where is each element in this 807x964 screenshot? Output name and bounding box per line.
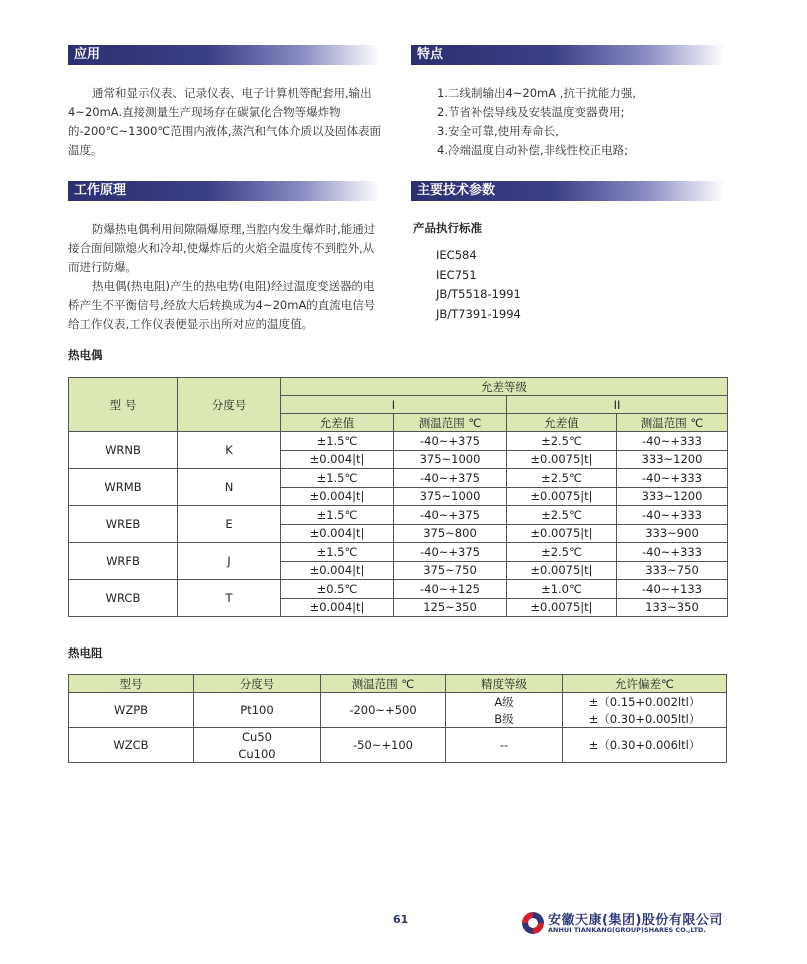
table-row [69,432,728,451]
section-title-text: 特点 [417,47,444,62]
cell-range: -40~+375 [394,543,507,562]
feature-item: 4.冷端温度自动补偿,非线性校正电路; [437,143,629,157]
cell-model: WRFB [69,543,178,580]
cell-range: 133~350 [617,598,728,617]
cell-range: -40~+333 [617,432,728,451]
cell-range: -40~+333 [617,506,728,525]
cell-tolerance: ±0.0075|t| [507,598,617,617]
cell-graduation: Cu50 [194,728,321,746]
cell-range: -200~+500 [321,693,446,728]
section-title-text: 应用 [74,47,101,62]
cell-graduation: Cu100 [194,745,321,763]
standard-item: IEC584 [436,248,477,262]
header-graduation: 分度号 [178,378,281,432]
cell-tolerance: ±0.0075|t| [507,487,617,506]
rtd-header-graduation: 分度号 [194,675,321,693]
cell-range: 375~1000 [394,487,507,506]
cell-tolerance: ±0.0075|t| [507,524,617,543]
cell-model: WZPB [69,693,194,728]
features-list [437,84,727,160]
company-logo [520,909,730,937]
rtd-header-model: 型号 [69,675,194,693]
cell-range: 333~750 [617,561,728,580]
tiankang-logo-icon [520,910,546,936]
cell-model: WRCB [69,580,178,617]
cell-range: -40~+125 [394,580,507,599]
cell-tolerance: ±2.5℃ [507,432,617,451]
cell-graduation: J [178,543,281,580]
cell-accuracy: A级 [446,693,563,711]
header-class-1: I [281,396,507,414]
cell-tolerance: ±1.5℃ [281,469,394,488]
cell-range: 375~800 [394,524,507,543]
cell-range: 375~750 [394,561,507,580]
cell-tolerance: ±0.0075|t| [507,450,617,469]
cell-tolerance: ±0.004|t| [281,487,394,506]
company-name-en: ANHUI TIANKANG(GROUP)SHARES CO.,LTD. [548,926,706,934]
standard-item: JB/T7391-1994 [436,306,521,321]
cell-graduation: E [178,506,281,543]
cell-range: -40~+375 [394,506,507,525]
cell-range: 375~1000 [394,450,507,469]
cell-range: 333~1200 [617,487,728,506]
cell-model: WREB [69,506,178,543]
application-paragraph: 通常和显示仪表、记录仪表、电子计算机等配套用,输出4~20mA.直接测量生产现场存在碳氯化合物等爆炸物的-200℃~1300℃范围内液体,蒸汽和气体介质以及固体表面温度。 [68,86,381,157]
cell-range: 333~1200 [617,450,728,469]
cell-graduation: K [178,432,281,469]
cell-accuracy: B级 [446,710,563,728]
table-row [69,506,728,525]
cell-graduation: N [178,469,281,506]
cell-model: WRMB [69,469,178,506]
section-title-features [411,45,725,65]
cell-deviation: ±（0.30+0.005ltl） [563,710,727,728]
rtd-table [68,674,727,763]
section-title-text: 工作原理 [74,183,127,198]
section-title-text: 主要技术参数 [417,183,496,198]
company-name-cn: 安徽天康(集团)股份有限公司 [548,913,723,928]
table-row [69,693,727,711]
cell-tolerance: ±0.004|t| [281,561,394,580]
cell-deviation: ±（0.15+0.002ltl） [563,693,727,711]
principle-paragraph-1: 防爆热电偶利用间隙隔爆原理,当腔内发生爆炸时,能通过接合面间隙熄火和冷却,使爆炸后的火焰全温度传不到腔外,从而进行防爆。 [68,222,376,274]
cell-range: -40~+333 [617,469,728,488]
table-row [69,580,728,599]
cell-range: 333~900 [617,524,728,543]
section-title-params [411,181,725,201]
cell-tolerance: ±1.5℃ [281,432,394,451]
cell-range: -40~+375 [394,432,507,451]
header-tolerance: 允差值 [507,414,617,432]
cell-range: 125~350 [394,598,507,617]
cell-tolerance: ±0.0075|t| [507,561,617,580]
rtd-header-deviation: 允许偏差℃ [563,675,727,693]
feature-item: 3.安全可靠,使用寿命长, [437,124,559,138]
table-row [69,728,727,746]
cell-tolerance: ±0.5℃ [281,580,394,599]
cell-tolerance: ±0.004|t| [281,598,394,617]
thermocouple-table [68,377,728,617]
cell-tolerance: ±2.5℃ [507,469,617,488]
section-title-principle [68,181,380,201]
header-range: 测温范围 ℃ [617,414,728,432]
header-range: 测温范围 ℃ [394,414,507,432]
standards-list [436,246,521,324]
principle-paragraph-2: 热电偶(热电阻)产生的热电势(电阻)经过温度变送器的电桥产生不平衡信号,经放大后转换成为4~20mA的直流电信号给工作仪表,工作仪表便显示出所对应的温度值。 [68,279,376,331]
cell-tolerance: ±0.004|t| [281,450,394,469]
rtd-header-accuracy: 精度等级 [446,675,563,693]
cell-tolerance: ±1.5℃ [281,543,394,562]
table-row [69,543,728,562]
header-class-2: II [507,396,728,414]
page-number: 61 [393,913,409,926]
cell-range: -40~+333 [617,543,728,562]
cell-tolerance: ±1.0℃ [507,580,617,599]
rtd-header-range: 测温范围 ℃ [321,675,446,693]
cell-deviation: ±（0.30+0.006ltl） [563,728,727,763]
thermocouple-label: 热电偶 [68,348,103,362]
header-model: 型 号 [69,378,178,432]
cell-graduation: T [178,580,281,617]
cell-range: -40~+375 [394,469,507,488]
rtd-label: 热电阻 [68,646,103,660]
cell-range: -40~+133 [617,580,728,599]
cell-tolerance: ±1.5℃ [281,506,394,525]
standards-subtitle: 产品执行标准 [413,221,482,235]
principle-text [68,220,382,334]
cell-tolerance: ±0.004|t| [281,524,394,543]
header-tolerance-class: 允差等级 [281,378,728,396]
cell-accuracy: -- [446,728,563,763]
header-tolerance: 允差值 [281,414,394,432]
cell-tolerance: ±2.5℃ [507,506,617,525]
section-title-application [68,45,380,65]
feature-item: 1.二线制输出4~20mA ,抗干扰能力强, [437,86,637,100]
application-text [68,84,382,160]
cell-model: WRNB [69,432,178,469]
feature-item: 2.节省补偿导线及安装温度变器费用; [437,105,625,119]
cell-range: -50~+100 [321,728,446,763]
cell-model: WZCB [69,728,194,763]
standard-item: JB/T5518-1991 [436,287,521,301]
table-row [69,469,728,488]
cell-graduation: Pt100 [194,693,321,728]
cell-tolerance: ±2.5℃ [507,543,617,562]
standard-item: IEC751 [436,267,477,282]
